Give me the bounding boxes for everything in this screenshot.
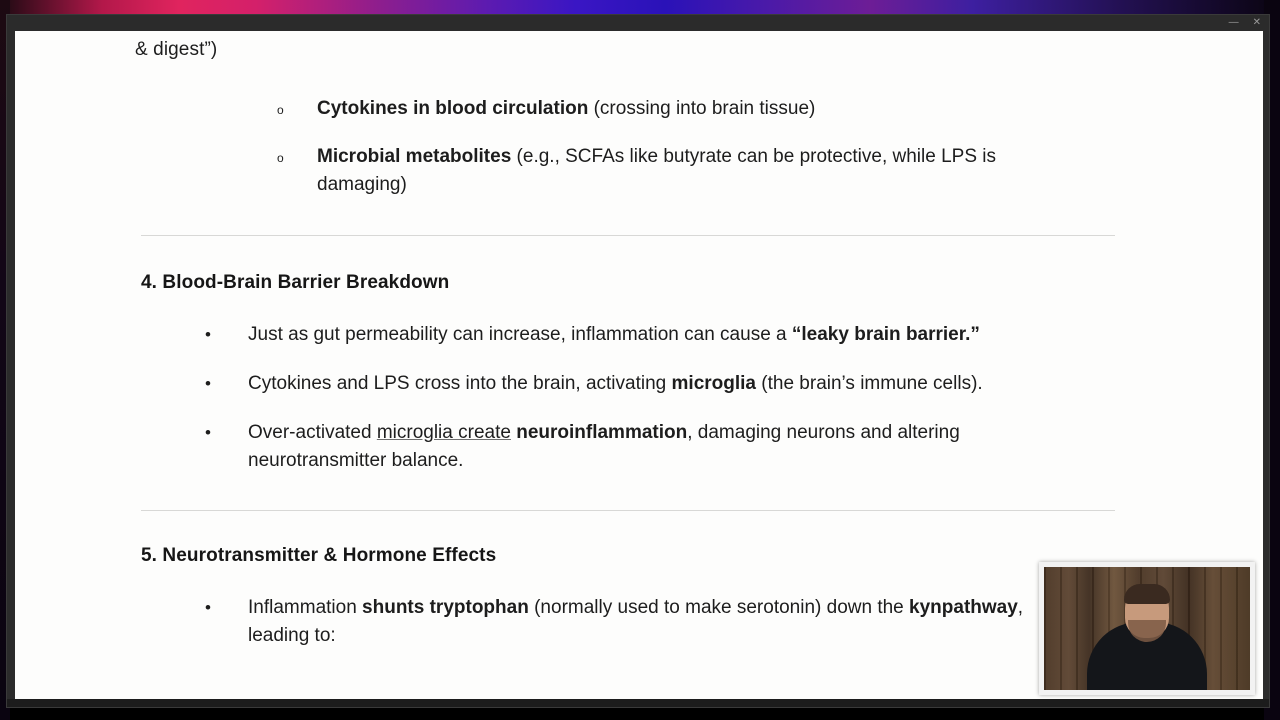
window-bottom-strip bbox=[7, 699, 1269, 707]
list-item bbox=[205, 321, 1105, 349]
text-run-link[interactable]: microglia create bbox=[376, 422, 511, 443]
section-divider bbox=[141, 510, 1115, 511]
list-item-bold-text: Cytokines in blood circulation bbox=[317, 98, 589, 119]
section-divider bbox=[141, 235, 1115, 236]
text-run-bold-second-line: pathway bbox=[941, 597, 1018, 618]
list-item-text bbox=[248, 594, 1035, 650]
text-run-second-line: , leading to: bbox=[248, 597, 1024, 646]
bullet-dot-icon: • bbox=[205, 325, 211, 344]
list-item bbox=[277, 143, 1077, 199]
section-heading: 4. Blood-Brain Barrier Breakdown bbox=[141, 272, 450, 293]
text-run-bold: kyn bbox=[909, 597, 942, 618]
text-run: Cytokines and LPS cross into the brain, activating bbox=[248, 373, 672, 394]
presenter-hair bbox=[1124, 584, 1170, 604]
circle-bullet-icon: o bbox=[277, 103, 284, 117]
text-run: Inflammation bbox=[248, 597, 363, 618]
window-controls bbox=[1229, 15, 1261, 31]
text-run-bold: shunts tryptophan bbox=[362, 597, 529, 618]
list-item-text bbox=[248, 370, 1105, 398]
text-run-bold: microglia bbox=[671, 373, 756, 394]
text-run: (normally used to make serotonin) down the bbox=[528, 597, 910, 618]
text-run: (the brain’s immune cells). bbox=[756, 373, 983, 394]
text-run: Just as gut permeability can increase, inflammation can cause a bbox=[248, 324, 792, 345]
list-item-rest-text: (crossing into brain tissue) bbox=[588, 98, 816, 119]
text-run: Over-activated bbox=[248, 422, 377, 443]
list-item-text bbox=[248, 321, 1105, 349]
list-item bbox=[205, 370, 1105, 398]
section-heading: 5. Neurotransmitter & Hormone Effects bbox=[141, 545, 497, 566]
presenter-webcam-overlay[interactable] bbox=[1039, 562, 1255, 695]
list-item-text bbox=[317, 143, 1077, 199]
list-item bbox=[277, 95, 1117, 123]
text-run-bold: neuroinflammation bbox=[516, 422, 688, 443]
text-run: , damaging neurons and altering neurotransmitter balance. bbox=[248, 422, 960, 471]
window-titlebar bbox=[7, 15, 1269, 31]
circle-bullet-icon: o bbox=[277, 151, 284, 165]
list-item-text bbox=[317, 95, 1117, 123]
list-item bbox=[205, 419, 1095, 475]
application-window bbox=[6, 14, 1270, 708]
minimize-icon[interactable]: — bbox=[1228, 17, 1239, 28]
list-item-bold-text: Microbial metabolites bbox=[317, 146, 512, 167]
bullet-dot-icon: • bbox=[205, 423, 211, 442]
list-item-rest-text: (e.g., SCFAs like butyrate can be protective, while LPS is damaging) bbox=[317, 146, 997, 195]
text-run-bold: “leaky brain barrier.” bbox=[791, 324, 980, 345]
list-item bbox=[205, 594, 1035, 650]
continued-text-line: & digest”) bbox=[135, 39, 218, 60]
list-item-text bbox=[248, 419, 1095, 475]
close-icon[interactable]: ✕ bbox=[1252, 17, 1261, 28]
bullet-dot-icon: • bbox=[205, 598, 211, 617]
decorative-gradient-top bbox=[0, 0, 1280, 14]
bullet-dot-icon: • bbox=[205, 374, 211, 393]
